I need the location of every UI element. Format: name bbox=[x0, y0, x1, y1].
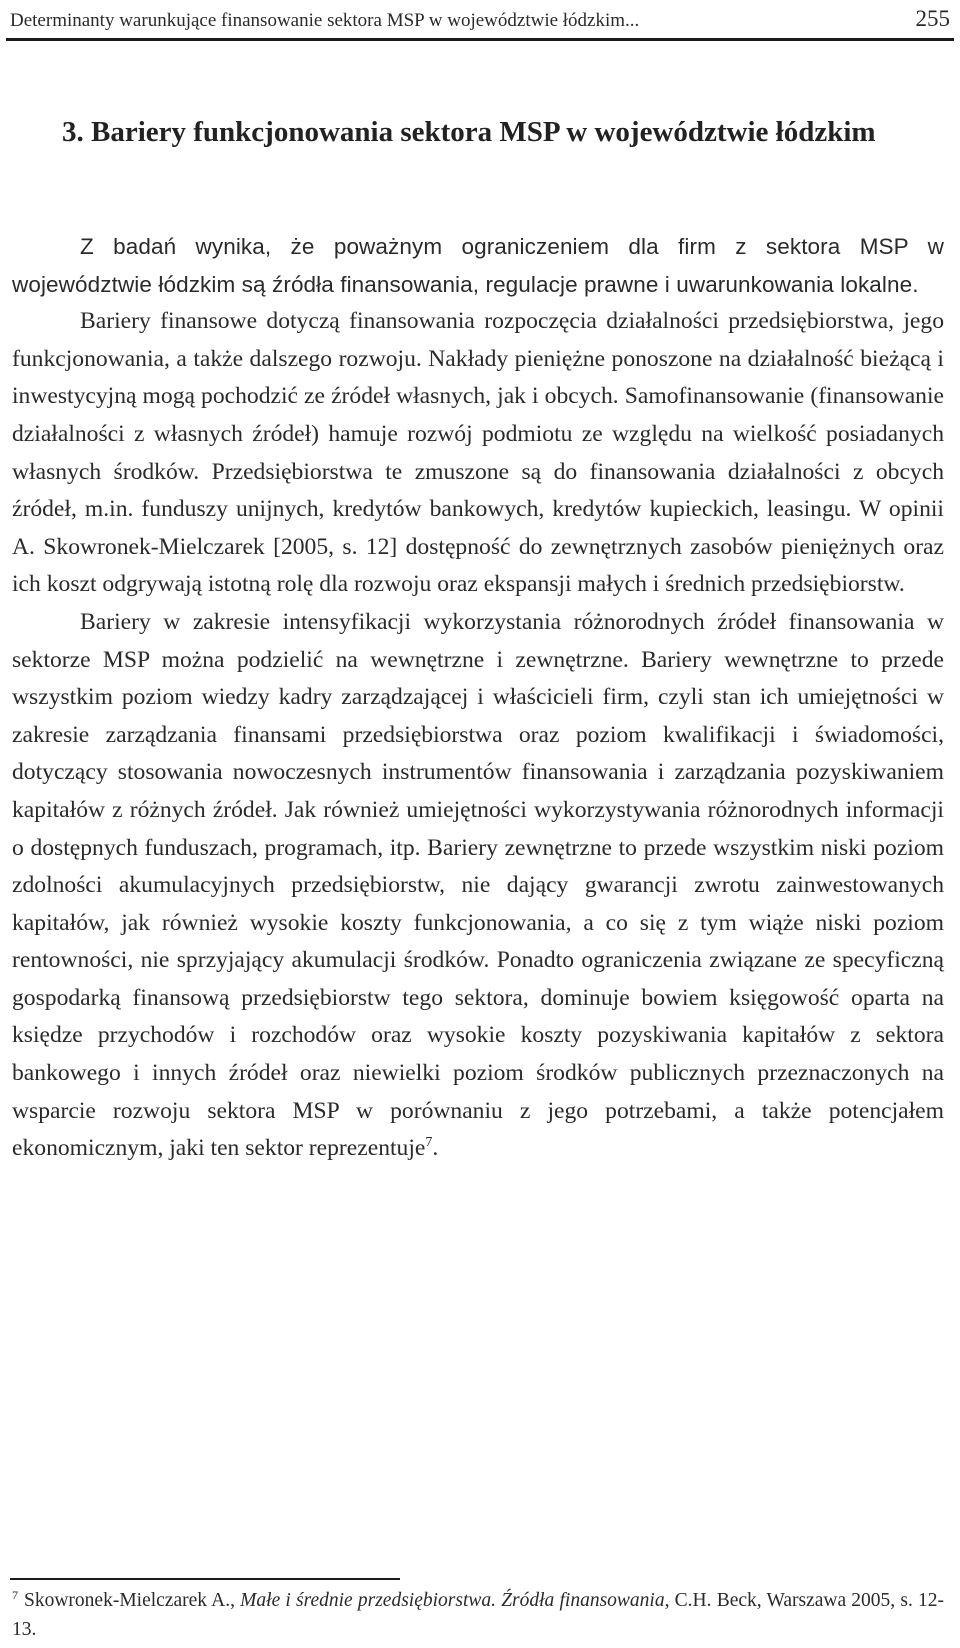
footnote-author: Skowronek-Mielczarek A., bbox=[24, 1590, 235, 1611]
paragraph bbox=[12, 604, 944, 1168]
footnote-reference[interactable]: 7 bbox=[425, 1135, 433, 1151]
running-head bbox=[10, 6, 950, 36]
page-number: 255 bbox=[915, 6, 950, 31]
running-head-title: Determinanty warunkujące finansowanie sektora MSP w województwie łódzkim... bbox=[10, 10, 640, 31]
footnote-title: Małe i średnie przedsiębiorstwa. Źródła finansowania bbox=[240, 1590, 665, 1611]
header-rule bbox=[6, 38, 954, 41]
paragraph-end: . bbox=[432, 1135, 439, 1162]
paragraph-text: Bariery w zakresie intensyfikacji wykorzystania różnorodnych źródeł finansowania w sektorze MSP można podzielić na wewnętrzne i zewnętrzne. Bariery wewnętrzne to przede wszystkim poziom wiedzy kadry zarządzającej i właścicieli firm, czyli stan ich umiejętności w zakresie zarządzania finansami przedsiębiorstwa oraz poziom kwalifikacji i świadomości, dotyczący stosowania nowoczesnych instrumentów finansowania i zarządzania pozyskiwaniem kapitałów z różnych źródeł. Jak również umiejętności wykorzystywania różnorodnych informacji o dostępnych funduszach, programach, itp. Bariery zewnętrzne to przede wszystkim niski poziom zdolności akumulacyjnych przedsiębiorstw, nie dający gwarancji zwrotu zainwestowanych kapitałów, jak również wysokie koszty funkcjonowania, a co się z tym wiąże niski poziom rentowności, nie sprzyjający akumulacji środków. Ponadto ograniczenia związane ze specyficzną gospodarką finansową przedsiębiorstw tego sektora, dominuje bowiem księgowość oparta na księdze przychodów i rozchodów oraz wysokie koszty pozyskiwania kapitałów z sektora bankowego i innych źródeł oraz niewielki poziom środków publicznych przeznaczonych na wsparcie rozwoju sektora MSP w porównaniu z jego potrzebami, a także potencjałem ekonomicznym, jaki ten sektor reprezentuje bbox=[12, 608, 944, 1162]
footnote bbox=[12, 1586, 944, 1644]
section-heading: 3. Bariery funkcjonowania sektora MSP w województwie łódzkim bbox=[62, 116, 876, 148]
footnote-rule bbox=[10, 1578, 400, 1580]
footnote-publisher: , C.H. Beck, Warszawa 2005, s. 12-13. bbox=[12, 1590, 944, 1640]
paragraph: Z badań wynika, że poważnym ograniczeniem dla firm z sektora MSP w województwie łódzkim są źródła finansowania, regulacje prawne i uwarunkowania lokalne. bbox=[12, 234, 944, 297]
paragraph: Bariery finansowe dotyczą finansowania rozpoczęcia działalności przedsiębiorstwa, jego funkcjonowania, a także dalszego rozwoju. Nakłady pieniężne ponoszone na działalność bieżącą i inwestycyjną mogą pochodzić ze źródeł własnych, jak i obcych. Samofinansowanie (finansowanie działalności z własnych źródeł) hamuje rozwój podmiotu ze względu na wielkość posiadanych własnych środków. Przedsiębiorstwa te zmuszone są do finansowania działalności z obcych źródeł, m.in. funduszy unijnych, kredytów bankowych, kredytów kupieckich, leasingu. W opinii A. Skowronek-Mielczarek [2005, s. 12] dostępność do zewnętrznych zasobów pieniężnych oraz ich koszt odgrywają istotną rolę dla rozwoju oraz ekspansji małych i średnich przedsiębiorstw. bbox=[12, 308, 944, 598]
body-text bbox=[12, 228, 944, 1168]
footnote-number: 7 bbox=[12, 1587, 18, 1602]
